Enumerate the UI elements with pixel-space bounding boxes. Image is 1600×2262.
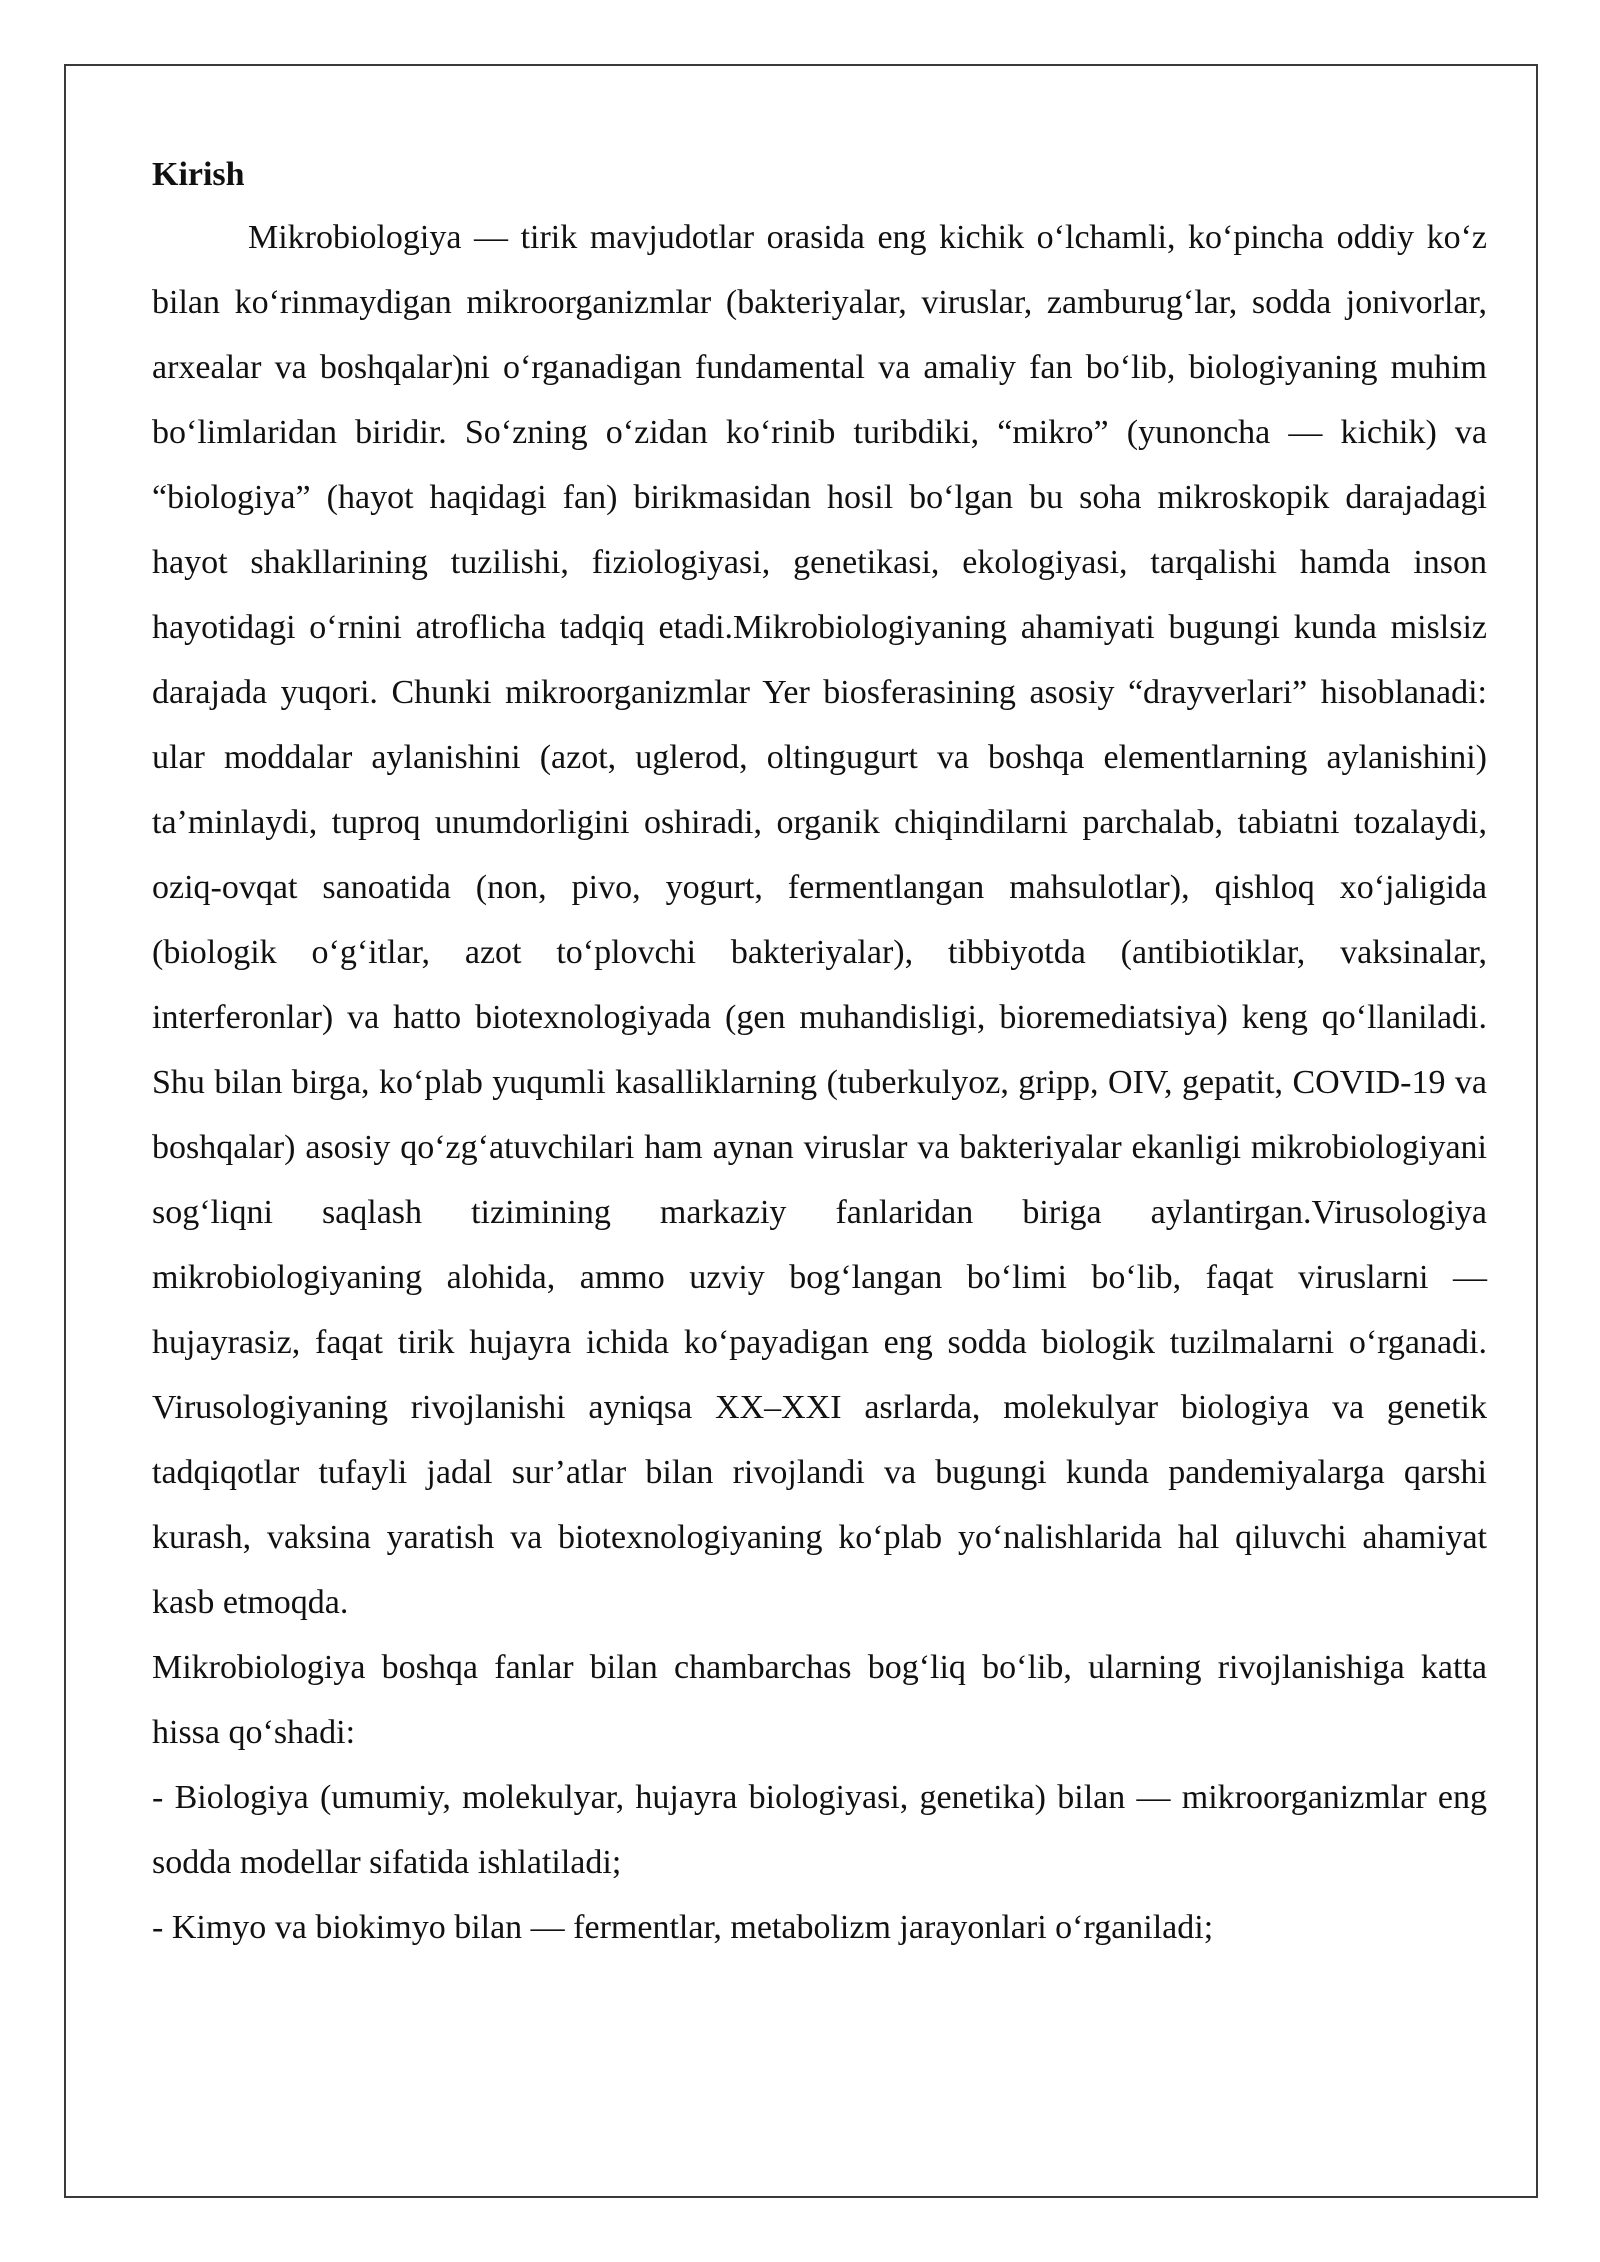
- document-body: [152, 145, 1487, 1960]
- intro-paragraph: Mikrobiologiya — tirik mavjudotlar orasida eng kichik o‘lchamli, ko‘pincha oddiy ko‘z bilan ko‘rinmaydigan mikroorganizmlar (bakteriyalar, viruslar, zamburug‘lar, sodda jonivorlar, arxealar va boshqalar)ni o‘rganadigan fundamental va amaliy fan bo‘lib, biologiyaning muhim bo‘limlaridan biridir. So‘zning o‘zidan ko‘rinib turibdiki, “mikro” (yunoncha — kichik) va “biologiya” (hayot haqidagi fan) birikmasidan hosil bo‘lgan bu soha mikroskopik darajadagi hayot shakllarining tuzilishi, fiziologiyasi, genetikasi, ekologiyasi, tarqalishi hamda inson hayotidagi o‘rnini atroflicha tadqiq etadi.Mikrobiologiyaning ahamiyati bugungi kunda mislsiz darajada yuqori. Chunki mikroorganizmlar Yer biosferasining asosiy “drayverlari” hisoblanadi: ular moddalar aylanishini (azot, uglerod, oltingugurt va boshqa elementlarning aylanishini) ta’minlaydi, tuproq unumdorligini oshiradi, organik chiqindilarni parchalab, tabiatni tozalaydi, oziq-ovqat sanoatida (non, pivo, yogurt, fermentlangan mahsulotlar), qishloq xo‘jaligida (biologik o‘g‘itlar, azot to‘plovchi bakteriyalar), tibbiyotda (antibiotiklar, vaksinalar, interferonlar) va hatto biotexnologiyada (gen muhandisligi, bioremediatsiya) keng qo‘llaniladi. Shu bilan birga, ko‘plab yuqumli kasalliklarning (tuberkulyoz, gripp, OIV, gepatit, COVID-19 va boshqalar) asosiy qo‘zg‘atuvchilari ham aynan viruslar va bakteriyalar ekanligi mikrobiologiyani sog‘liqni saqlash tizimining markaziy fanlaridan biriga aylantirgan.Virusologiya mikrobiologiyaning alohida, ammo uzviy bog‘langan bo‘limi bo‘lib, faqat viruslarni — hujayrasiz, faqat tirik hujayra ichida ko‘payadigan eng sodda biologik tuzilmalarni o‘rganadi. Virusologiyaning rivojlanishi ayniqsa XX–XXI asrlarda, molekulyar biologiya va genetik tadqiqotlar tufayli jadal sur’atlar bilan rivojlandi va bugungi kunda pandemiyalarga qarshi kurash, vaksina yaratish va biotexnologiyaning ko‘plab yo‘nalishlarida hal qiluvchi ahamiyat kasb etmoqda.: [152, 219, 1487, 1621]
- list-item-chemistry: - Kimyo va biokimyo bilan — fermentlar, metabolizm jarayonlari o‘rganiladi;: [152, 1909, 1214, 1946]
- relations-paragraph: Mikrobiologiya boshqa fanlar bilan chambarchas bog‘liq bo‘lib, ularning rivojlanishiga katta hissa qo‘shadi:: [152, 1649, 1487, 1751]
- list-item-biology: - Biologiya (umumiy, molekulyar, hujayra biologiyasi, genetika) bilan — mikroorganizmlar eng sodda modellar sifatida ishlatiladi;: [152, 1779, 1487, 1881]
- section-heading: Kirish: [152, 156, 245, 193]
